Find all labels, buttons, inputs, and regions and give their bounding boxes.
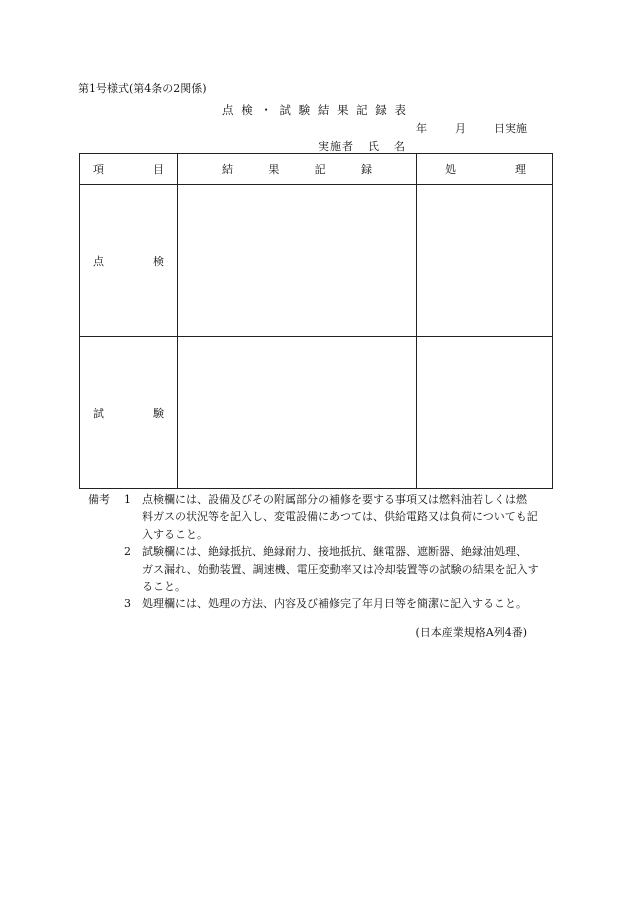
header-item xyxy=(80,154,178,185)
note-3-number: 3 xyxy=(124,597,131,611)
note-3-line-1 xyxy=(88,595,558,612)
note-1-line-1 xyxy=(88,491,558,508)
header-processing-char-1: 処 xyxy=(445,163,456,176)
date-month-label: 月 xyxy=(455,122,466,135)
operator-name-label-2: 名 xyxy=(394,140,406,153)
note-1-line-3 xyxy=(88,526,558,543)
inspection-char-1: 点 xyxy=(93,254,104,268)
table-header-row xyxy=(80,154,553,185)
inspection-result-cell[interactable] xyxy=(178,185,417,337)
document-title: 点 検 ・ 試 験 結 果 記 録 表 xyxy=(222,103,408,117)
header-item-char-2: 目 xyxy=(153,163,164,176)
table-row-inspection xyxy=(80,185,553,337)
note-2-text-2: ガス漏れ、始動装置、調速機、電圧変動率又は冷却装置等の試験の結果を記入す xyxy=(142,562,539,576)
standard-note: (日本産業規格A列4番) xyxy=(415,626,527,639)
table-row-test xyxy=(80,337,553,489)
row-label-inspection xyxy=(80,185,178,337)
date-year-label: 年 xyxy=(416,122,427,135)
operator-label: 実施者 xyxy=(318,140,354,153)
header-result-char-1: 結 xyxy=(222,163,233,176)
notes-label: 備考 xyxy=(88,493,110,506)
operator-name-label-1: 氏 xyxy=(368,140,380,153)
header-result-char-3: 記 xyxy=(314,163,326,176)
note-2-text-3: ること。 xyxy=(142,580,186,594)
note-2-text-1: 試験欄には、絶縁抵抗、絶縁耐力、接地抵抗、継電器、遮断器、絶縁油処理、 xyxy=(142,545,527,559)
header-processing-char-2: 理 xyxy=(515,163,526,176)
date-line xyxy=(416,120,527,136)
header-result-char-2: 果 xyxy=(268,163,280,176)
test-char-1: 試 xyxy=(93,406,104,420)
date-day-label: 日実施 xyxy=(494,122,527,135)
note-1-number: 1 xyxy=(124,493,131,506)
note-3-text-1: 処理欄には、処理の方法、内容及び補修完了年月日等を簡潔に記入すること。 xyxy=(142,597,527,611)
test-char-2: 験 xyxy=(153,406,164,420)
header-item-char-1: 項 xyxy=(93,163,104,176)
note-2-number: 2 xyxy=(124,545,131,559)
note-1-text-2: 料ガスの状況等を記入し、変電設備にあつては、供給電路又は負荷についても記 xyxy=(142,510,538,524)
test-result-cell[interactable] xyxy=(178,337,417,489)
header-processing xyxy=(417,154,553,185)
record-table xyxy=(79,153,553,489)
test-processing-cell[interactable] xyxy=(417,337,553,489)
row-label-test xyxy=(80,337,178,489)
form-id: 第1号様式(第4条の2関係) xyxy=(78,82,207,95)
note-1-text-1: 点検欄には、設備及びその附属部分の補修を要する事項又は燃料油若しくは燃 xyxy=(142,493,527,506)
notes-section xyxy=(88,491,558,613)
note-1-text-3: 入すること。 xyxy=(142,527,208,541)
inspection-processing-cell[interactable] xyxy=(417,185,553,337)
operator-line xyxy=(318,138,406,154)
header-result-char-4: 録 xyxy=(360,163,372,176)
note-2-line-2 xyxy=(88,561,558,578)
note-2-line-3 xyxy=(88,578,558,595)
note-1-line-2 xyxy=(88,508,558,525)
inspection-char-2: 検 xyxy=(153,254,164,268)
header-result xyxy=(178,154,417,185)
note-2-line-1 xyxy=(88,543,558,560)
